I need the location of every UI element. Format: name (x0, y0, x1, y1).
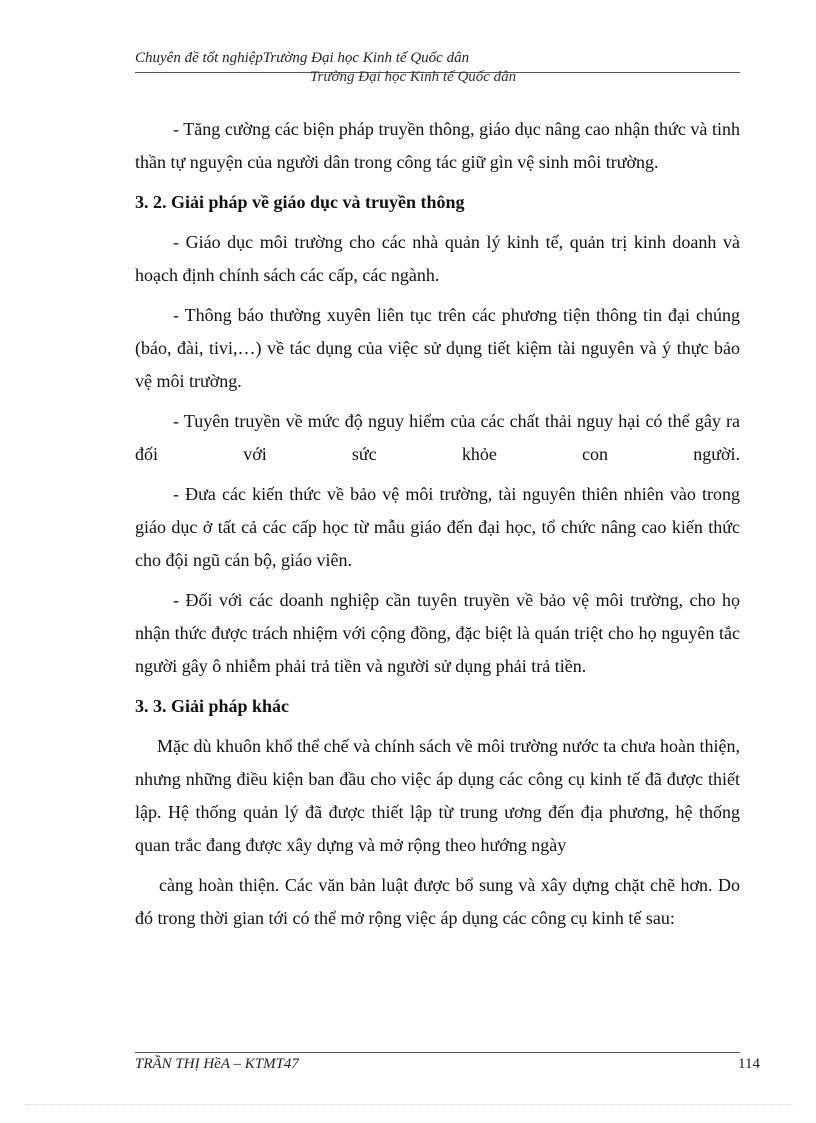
paragraph-1: - Tăng cường các biện pháp truyền thông, giáo dục nâng cao nhận thức và tinh thần tự nguyện của người dân trong công tác giữ gìn vệ sinh môi trường. (135, 119, 740, 172)
footer-rule (135, 1052, 740, 1053)
footer-author: TRẦN THỊ HềA – KTMT47 (135, 1056, 299, 1072)
paragraph-6: - Đối với các doanh nghiệp cần tuyên truyền về bảo vệ môi trường, cho họ nhận thức được trách nhiệm với cộng đồng, đặc biệt là quán triệt cho họ nguyên tắc người gây ô nhiễm phải trả tiền và người sử dụng phải trả tiền. (135, 590, 740, 676)
paragraph-3: - Thông báo thường xuyên liên tục trên các phương tiện thông tin đại chúng (báo, đài, tivi,…) về tác dụng của việc sử dụng tiết kiệm tài nguyên và ý thực bảo vệ môi trường. (135, 305, 740, 391)
page-number: 114 (738, 1056, 760, 1072)
running-header-subtitle: Trường Đại học Kinh tế Quốc dân (310, 69, 517, 85)
page-body (135, 113, 740, 942)
paragraph-4: - Tuyên truyền về mức độ nguy hiểm của các chất thải nguy hại có thể gây ra đối với sức khỏe con người. (135, 411, 740, 464)
paragraph-7: Mặc dù khuôn khổ thể chế và chính sách về môi trường nước ta chưa hoàn thiện, nhưng những điều kiện ban đầu cho việc áp dụng các công cụ kinh tế đã được thiết lập. Hệ thống quản lý đã được thiết lập từ trung ương đến địa phương, hệ thống quan trắc đang được xây dựng và mở rộng theo hướng ngày (135, 736, 740, 855)
paragraph-8: càng hoàn thiện. Các văn bản luật được bổ sung và xây dựng chặt chẽ hơn. Do đó trong thời gian tới có thể mở rộng việc áp dụng các công cụ kinh tế sau: (135, 875, 740, 928)
section-heading-3-2: 3. 2. Giải pháp về giáo dục và truyền thông (135, 192, 465, 212)
running-header-title: Chuyên đề tốt nghiệpTrường Đại học Kinh tế Quốc dân (135, 50, 470, 66)
page-bottom-border (24, 1104, 794, 1105)
paragraph-2: - Giáo dục môi trường cho các nhà quản lý kinh tế, quản trị kinh doanh và hoạch định chính sách các cấp, các ngành. (135, 232, 740, 285)
section-heading-3-3: 3. 3. Giải pháp khác (135, 696, 290, 716)
paragraph-5: - Đưa các kiến thức về bảo vệ môi trường, tài nguyên thiên nhiên vào trong giáo dục ở tất cả các cấp học từ mẫu giáo đến đại học, tổ chức nâng cao kiến thức cho đội ngũ cán bộ, giáo viên. (135, 484, 740, 570)
